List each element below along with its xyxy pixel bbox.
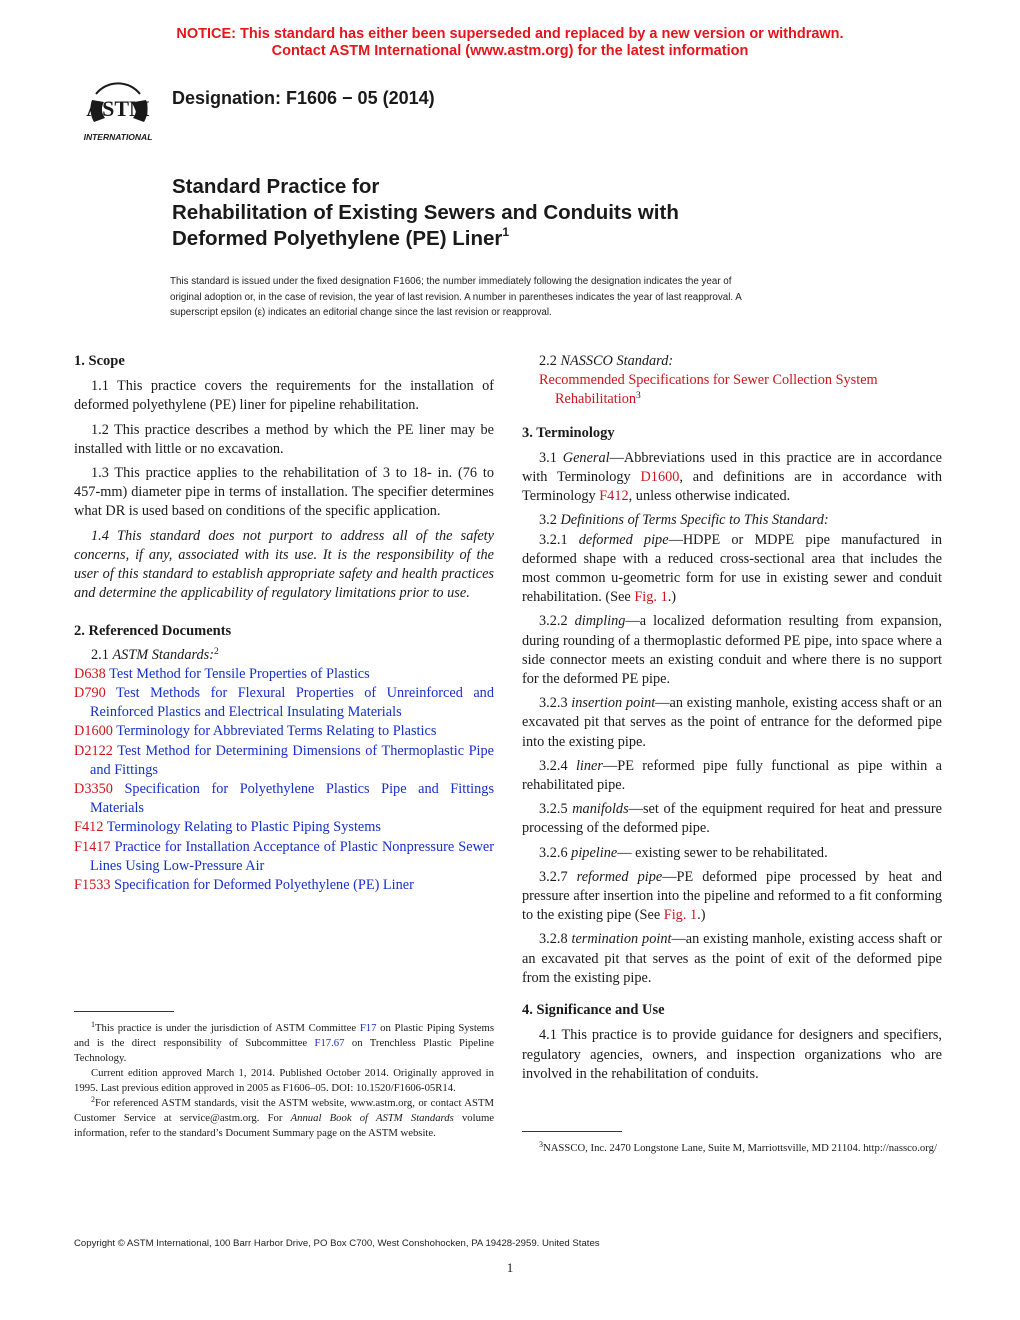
ref-title[interactable]: Test Methods for Flexural Properties of Unreinforced and Reinforced Plastics and Electrical Insulating Materials: [90, 685, 494, 721]
significance-heading: 4. Significance and Use: [522, 1002, 665, 1019]
ref-code[interactable]: F1533: [74, 877, 111, 894]
definition: [522, 800, 942, 838]
def-text: —a localized deformation resulting from expansion, during rounding of a thermoplastic deformed PE pipe, into space where a side connector meets an existing conduit and where there is no support for the deformed PE pipe.: [522, 613, 942, 688]
title-footnote-mark: 1: [502, 225, 510, 239]
def-text: —set of the equipment required for heat and pressure processing of the deformed pipe.: [522, 801, 942, 837]
footnote-2-text-a: For referenced ASTM standards, visit the ASTM website, www.astm.org, or contact ASTM Customer Service at service@astm.org. For: [74, 1097, 494, 1124]
refdocs-heading: 2. Referenced Documents: [74, 623, 232, 640]
def-term: termination point: [571, 931, 672, 948]
astm-standards-text: ASTM Standards:: [112, 646, 214, 663]
issuance-note: [170, 274, 850, 321]
def-num: 3.2.8: [539, 931, 568, 948]
term-3-2: [522, 511, 942, 530]
notice-banner: [0, 26, 1020, 60]
def-text: —an existing manhole, existing access shaft or an excavated pit that serves as the point of exit of the deformed pipe from the existing pipe.: [522, 931, 943, 986]
title-line-1: Standard Practice for: [172, 175, 380, 198]
footnote-1: [74, 1021, 494, 1066]
designation: Designation: F1606 − 05 (2014): [172, 88, 435, 108]
footnote-2-mark: 2: [91, 1095, 95, 1104]
scope-heading: 1. Scope: [74, 353, 125, 369]
footnote-1-text-c: on Trenchless Plastic Pipeline Technology.: [74, 1037, 494, 1064]
def-num: 3.2.5: [539, 801, 568, 818]
definition: [522, 612, 942, 689]
def-text: —PE deformed pipe processed by heat and pressure after insertion into the pipeline and reformed to a fit conforming to the existing pipe (See: [522, 868, 942, 924]
footnote-divider: [74, 1011, 174, 1012]
ref-code[interactable]: D2122: [74, 742, 113, 759]
term-3-2-label: Definitions of Terms Specific to This Standard:: [560, 512, 829, 529]
def-text: —PE reformed pipe fully functional as pipe within a rehabilitated pipe.: [522, 757, 942, 794]
document-title: [172, 174, 679, 252]
ref-title[interactable]: Test Method for Tensile Properties of Plastics: [109, 665, 370, 682]
nassco-fn: 3: [636, 391, 641, 402]
astm-logo: [74, 72, 162, 144]
definition: [522, 757, 942, 795]
nassco-link[interactable]: Recommended Specifications for Sewer Collection System Rehabilitation: [539, 372, 878, 408]
astm-standards-label: [74, 646, 494, 665]
definition: [522, 531, 942, 608]
ref-item[interactable]: [74, 838, 494, 876]
issuance-line-3: superscript epsilon (ε) indicates an editorial change since the last revision or reapproval.: [170, 307, 552, 318]
nassco-label: [522, 352, 942, 371]
issuance-line-2: original adoption or, in the case of revision, the year of last revision. A number in parentheses indicates the year of last reapproval. A: [170, 291, 742, 303]
ref-item[interactable]: [74, 876, 494, 895]
logo-subtext: INTERNATIONAL: [83, 132, 153, 142]
scope-1-3: 1.3 This practice applies to the rehabilitation of 3 to 18- in. (76 to 457-mm) diameter pipe in terms of installation. The specifier determines what DR is used based on conditions of the specific application.: [74, 465, 494, 520]
def-num: 3.2.3: [539, 695, 568, 712]
definition: [522, 694, 942, 752]
notice-line-1: NOTICE: This standard has either been superseded and replaced by a new version or withdrawn.: [176, 26, 844, 42]
left-column: [74, 352, 494, 895]
footnote-2-text-b: volume information, refer to the standard’s Document Summary page on the ASTM website.: [74, 1112, 495, 1139]
term-3-1-text-a: —Abbreviations used in this practice are in accordance with Terminology: [522, 449, 943, 486]
ref-item[interactable]: [74, 684, 494, 722]
ref-code[interactable]: D790: [74, 685, 106, 702]
nassco-reference[interactable]: [522, 371, 942, 409]
term-3-1-text-c: , unless otherwise indicated.: [628, 488, 791, 505]
ref-title[interactable]: Specification for Deformed Polyethylene (PE) Liner: [114, 877, 414, 894]
scope-1-4: 1.4 This standard does not purport to address all of the safety concerns, if any, associated with its use. It is the responsibility of the user of this standard to establish appropriate safety and health practices and determine the applicability of regulatory limitations prior to use.: [74, 527, 494, 602]
fig-1-link[interactable]: Fig. 1: [634, 589, 668, 606]
def-num: 3.2.1: [539, 531, 568, 548]
astm-standards-fn: 2: [214, 646, 219, 657]
footnote-1-mark: 1: [91, 1020, 95, 1029]
def-num: 3.2.2: [539, 613, 568, 630]
issuance-line-1: This standard is issued under the fixed designation F1606; the number immediately following the designation indicates the year of: [170, 276, 732, 287]
footnotes-left: [74, 1021, 494, 1141]
significance-4-1: 4.1 This practice is to provide guidance for designers and specifiers, regulatory agencies, owners, and inspection organizations who are involved in the rehabilitation of conduits.: [522, 1027, 942, 1082]
title-line-3: [172, 226, 679, 252]
nassco-num: 2.2: [539, 353, 557, 369]
nassco-text: NASSCO Standard:: [560, 353, 674, 369]
ref-item[interactable]: [74, 742, 494, 780]
term-3-1: [522, 449, 942, 507]
ref-title[interactable]: Specification for Polyethylene Plastics Pipe and Fittings Materials: [90, 781, 495, 817]
def-term: reformed pipe: [576, 868, 663, 885]
def-text: —an existing manhole, existing access shaft or an excavated pit that serves as the point of entrance for the deformed pipe into the existing pipe.: [522, 695, 942, 750]
logo-text: ASTM: [86, 96, 150, 121]
ref-item[interactable]: [74, 818, 494, 837]
ref-code[interactable]: D1600: [74, 723, 113, 740]
def-after: .): [667, 589, 677, 606]
notice-line-2: Contact ASTM International (www.astm.org) for the latest information: [271, 43, 749, 59]
ref-item[interactable]: [74, 665, 494, 684]
ref-title[interactable]: Test Method for Determining Dimensions of Thermoplastic Pipe and Fittings: [90, 742, 494, 778]
copyright-line: Copyright © ASTM International, 100 Barr Harbor Drive, PO Box C700, West Conshohocken, PA 19428-2959. United States: [74, 1238, 600, 1249]
footnote-3-text: NASSCO, Inc. 2470 Longstone Lane, Suite M, Marriottsville, MD 21104. http://nassco.org/: [543, 1142, 937, 1154]
footnote-2-italic: Annual Book of ASTM Standards: [290, 1112, 454, 1124]
def-after: .): [697, 907, 706, 924]
page-number: 1: [506, 1260, 514, 1275]
def-num: 3.2.7: [539, 868, 568, 885]
footnote-1-edition: Current edition approved March 1, 2014. Published October 2014. Originally approved in 1995. Last previous edition approved in 2005 as F1606–05. DOI: 10.1520/F1606-05R14.: [74, 1067, 494, 1094]
def-text: —HDPE or MDPE pipe manufactured in deformed shape with a reduced cross-sectional area that includes the most common u-geometric form for use in existing sewer and conduit rehabilitation. (See: [522, 531, 943, 606]
ref-title[interactable]: Terminology Relating to Plastic Piping Systems: [106, 819, 381, 836]
def-num: 3.2.4: [539, 757, 568, 774]
ref-code[interactable]: F1417: [74, 838, 111, 855]
term-link-f412[interactable]: F412: [599, 488, 629, 505]
title-line-2: Rehabilitation of Existing Sewers and Conduits with: [172, 201, 679, 224]
ref-code[interactable]: D3350: [74, 781, 113, 798]
footnote-1-text-a: This practice is under the jurisdiction of ASTM Committee: [95, 1022, 360, 1034]
committee-f17-link[interactable]: F17: [359, 1022, 377, 1034]
ref-title[interactable]: Practice for Installation Acceptance of Plastic Nonpressure Sewer Lines Using Low-Pressure Air: [90, 838, 495, 874]
ref-item[interactable]: [74, 780, 494, 818]
footnote-3-mark: 3: [539, 1140, 543, 1149]
subcommittee-f17-67-link[interactable]: F17.67: [314, 1037, 345, 1049]
footnote-1-text-b: on Plastic Piping Systems and is the direct responsibility of Subcommittee: [74, 1022, 494, 1049]
term-3-1-num: 3.1: [539, 449, 557, 466]
astm-standards-num: 2.1: [91, 646, 109, 663]
right-column: [522, 352, 942, 1084]
title-line-3-text: Deformed Polyethylene (PE) Liner: [172, 227, 503, 250]
def-term: insertion point: [571, 695, 656, 712]
scope-1-1: 1.1 This practice covers the requirements for the installation of deformed polyethylene (PE) liner for pipeline rehabilitation.: [74, 378, 494, 414]
definition: [522, 868, 942, 926]
def-term: pipeline: [571, 844, 618, 861]
ref-item[interactable]: [74, 722, 494, 741]
definition: [522, 844, 942, 863]
terminology-heading: 3. Terminology: [522, 424, 615, 441]
ref-code[interactable]: D638: [74, 665, 106, 682]
ref-code[interactable]: F412: [74, 819, 104, 836]
footnote-3: [522, 1141, 942, 1156]
def-num: 3.2.6: [539, 844, 568, 861]
term-3-1-text-b: , and definitions are in accordance with Terminology: [522, 469, 942, 505]
footnote-2: [74, 1096, 494, 1141]
definition: [522, 930, 942, 988]
def-term: dimpling: [574, 613, 626, 630]
ref-title[interactable]: Terminology for Abbreviated Terms Relating to Plastics: [116, 723, 437, 740]
term-3-2-num: 3.2: [539, 512, 557, 529]
scope-1-2: 1.2 This practice describes a method by which the PE liner may be installed with little or no excavation.: [74, 421, 494, 457]
term-3-1-term: General: [562, 449, 610, 466]
footnote-divider-right: [522, 1131, 622, 1132]
def-term: deformed pipe: [578, 531, 669, 548]
def-term: manifolds: [572, 801, 629, 818]
fig-1-link[interactable]: Fig. 1: [663, 907, 698, 924]
def-term: liner: [575, 757, 603, 774]
term-link-d1600[interactable]: D1600: [640, 469, 680, 486]
def-text: — existing sewer to be rehabilitated.: [617, 844, 828, 861]
